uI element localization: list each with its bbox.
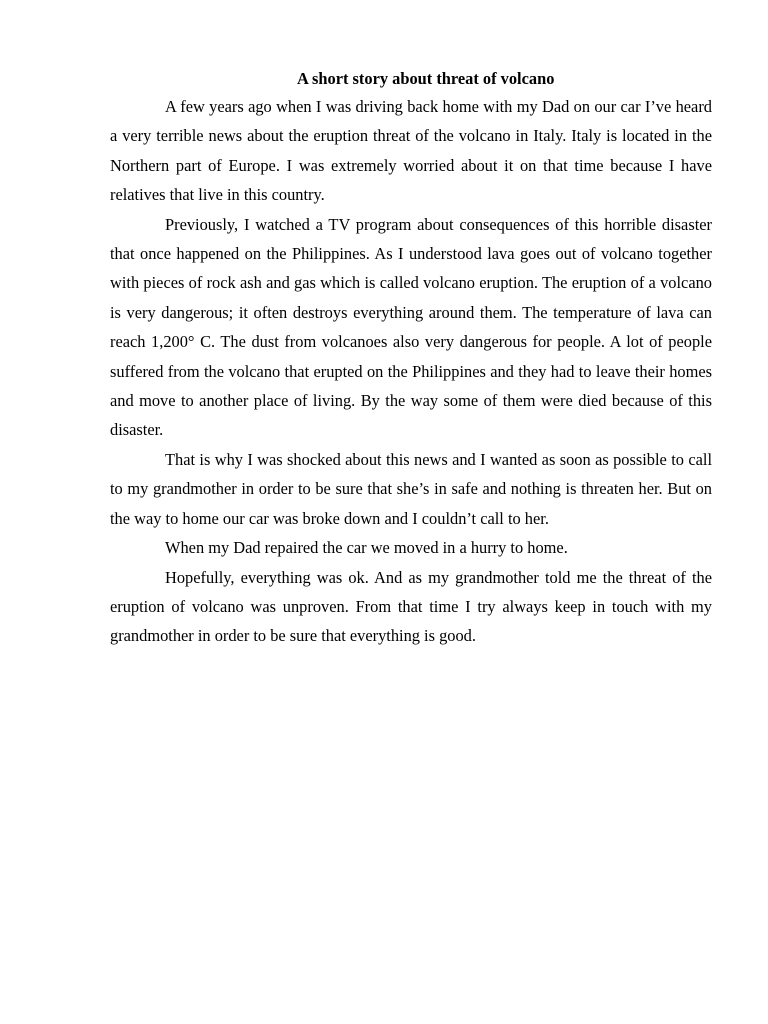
- paragraph-4: When my Dad repaired the car we moved in a hurry to home.: [165, 538, 568, 558]
- document-title: A short story about threat of volcano: [297, 69, 555, 88]
- paragraph-1: A few years ago when I was driving back home with my Dad on our car I’ve heard a very terrible news about the eruption threat of the volcano in Italy. Italy is located in the Northern part of Europe. I was extremely worried about it on that time because I have relatives that live in this country.: [110, 97, 712, 205]
- document-body: [110, 66, 712, 651]
- paragraph-3: That is why I was shocked about this news and I wanted as soon as possible to call to my grandmother in order to be sure that she’s in safe and nothing is threaten her. But on the way to home our car was broke down and I couldn’t call to her.: [110, 449, 712, 528]
- paragraph-2: Previously, I watched a TV program about consequences of this horrible disaster that once happened on the Philippines. As I understood lava goes out of volcano together with pieces of rock ash and gas which is called volcano eruption. The eruption of a volcano is very dangerous; it often destroys everything around them. The temperature of lava can reach 1,200° C. The dust from volcanoes also very dangerous for people. A lot of people suffered from the volcano that erupted on the Philippines and they had to leave their homes and move to another place of living. By the way some of them were died because of this disaster.: [110, 214, 712, 440]
- paragraph-5: Hopefully, everything was ok. And as my grandmother told me the threat of the eruption of volcano was unproven. From that time I try always keep in touch with my grandmother in order to be sure that everything is good.: [110, 567, 712, 646]
